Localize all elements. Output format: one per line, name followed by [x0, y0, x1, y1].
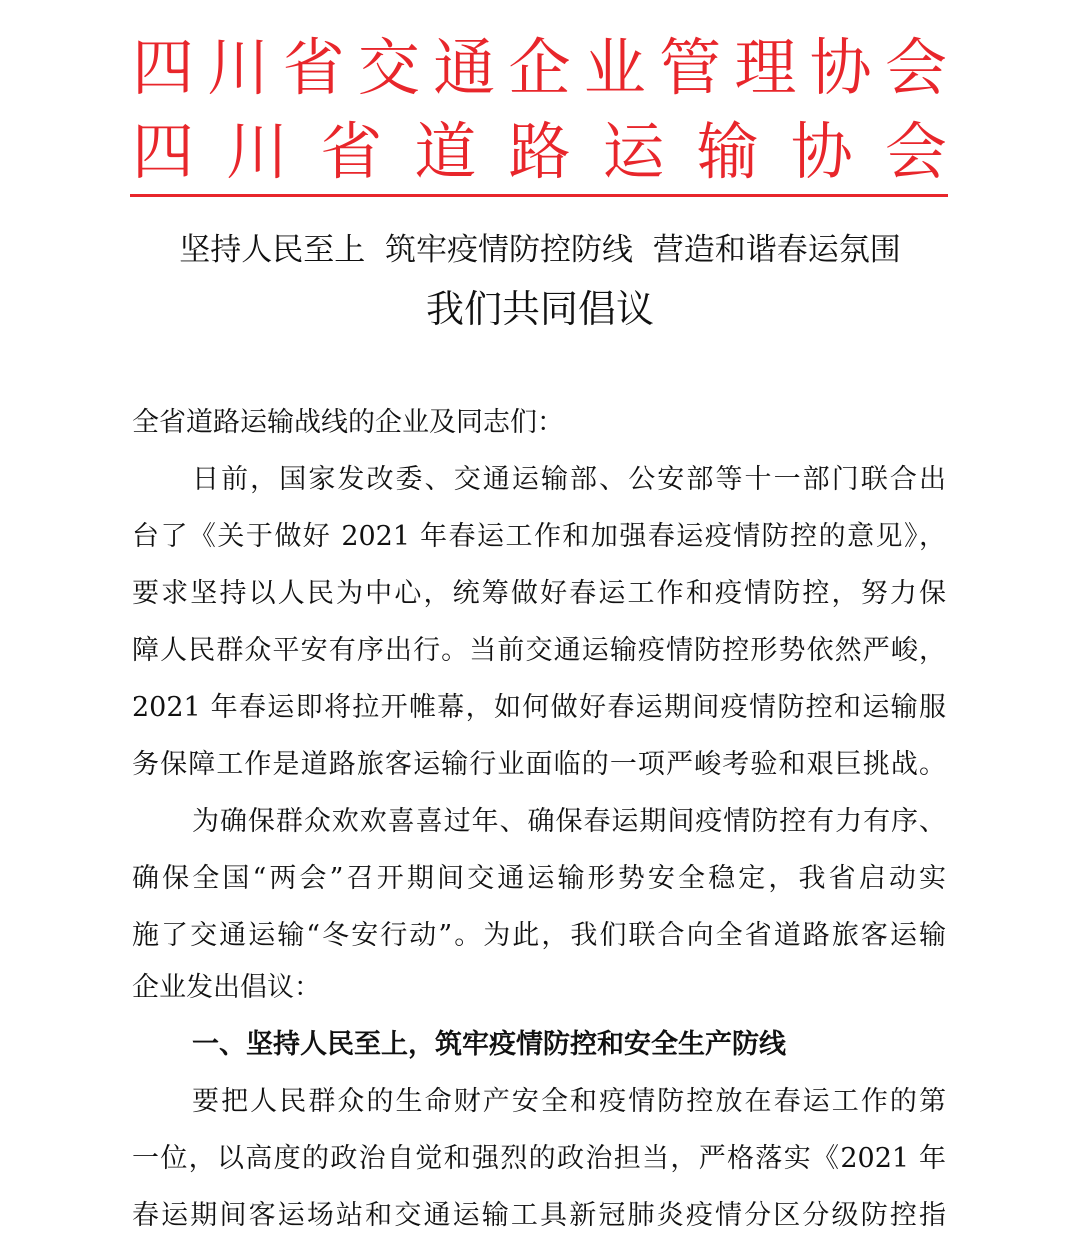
- org-char: 川: [207, 31, 270, 104]
- paragraph-line: 2021 年春运即将拉开帷幕，如何做好春运期间疫情防控和运输服: [132, 692, 946, 723]
- paragraph-line: 障人民群众平安有序出行。当前交通运输疫情防控形势依然严峻，: [132, 635, 946, 666]
- paragraph-line: 企业发出倡议：: [132, 972, 321, 1003]
- paragraph-line: 日前，国家发改委、交通运输部、公安部等十一部门联合出: [192, 464, 946, 495]
- org-char: 业: [583, 31, 646, 104]
- org-char: 企: [508, 31, 571, 104]
- document-title: 坚持人民至上 筑牢疫情防控防线 营造和谐春运氛围: [179, 232, 901, 268]
- org-char: 运: [602, 115, 665, 188]
- paragraph-line: 要求坚持以人民为中心，统筹做好春运工作和疫情防控，努力保: [132, 578, 946, 609]
- org-name-line-2: [132, 115, 947, 188]
- org-char: 会: [884, 115, 947, 188]
- org-char: 管: [659, 31, 722, 104]
- paragraph-line: 台了《关于做好 2021 年春运工作和加强春运疫情防控的意见》，: [132, 521, 946, 552]
- org-char: 理: [734, 31, 797, 104]
- header-divider: [130, 194, 948, 197]
- org-char: 输: [696, 115, 759, 188]
- org-char: 通: [433, 31, 496, 104]
- section-heading: 一、坚持人民至上，筑牢疫情防控和安全生产防线: [192, 1029, 786, 1060]
- org-char: 会: [884, 31, 947, 104]
- org-name-line-1: [132, 31, 947, 104]
- org-char: 省: [282, 31, 345, 104]
- paragraph-line: 施了交通运输“冬安行动”。为此，我们联合向全省道路旅客运输: [132, 920, 946, 951]
- paragraph-line: 春运期间客运场站和交通运输工具新冠肺炎疫情分区分级防控指: [132, 1200, 946, 1231]
- paragraph-line: 务保障工作是道路旅客运输行业面临的一项严峻考验和艰巨挑战。: [132, 749, 946, 780]
- org-char: 川: [226, 115, 289, 188]
- paragraph-line: 要把人民群众的生命财产安全和疫情防控放在春运工作的第: [192, 1086, 946, 1117]
- org-char: 四: [132, 31, 195, 104]
- document-subtitle: 我们共同倡议: [425, 287, 654, 331]
- paragraph-line: 一位，以高度的政治自觉和强烈的政治担当，严格落实《2021 年: [132, 1143, 946, 1174]
- org-char: 协: [790, 115, 853, 188]
- org-char: 省: [320, 115, 383, 188]
- org-char: 路: [508, 115, 571, 188]
- paragraph-line: 确保全国“两会”召开期间交通运输形势安全稳定，我省启动实: [132, 863, 946, 894]
- org-char: 协: [809, 31, 872, 104]
- org-char: 交: [357, 31, 420, 104]
- salutation: 全省道路运输战线的企业及同志们：: [132, 407, 564, 438]
- org-char: 道: [414, 115, 477, 188]
- org-char: 四: [132, 115, 195, 188]
- paragraph-line: 为确保群众欢欢喜喜过年、确保春运期间疫情防控有力有序、: [192, 806, 946, 837]
